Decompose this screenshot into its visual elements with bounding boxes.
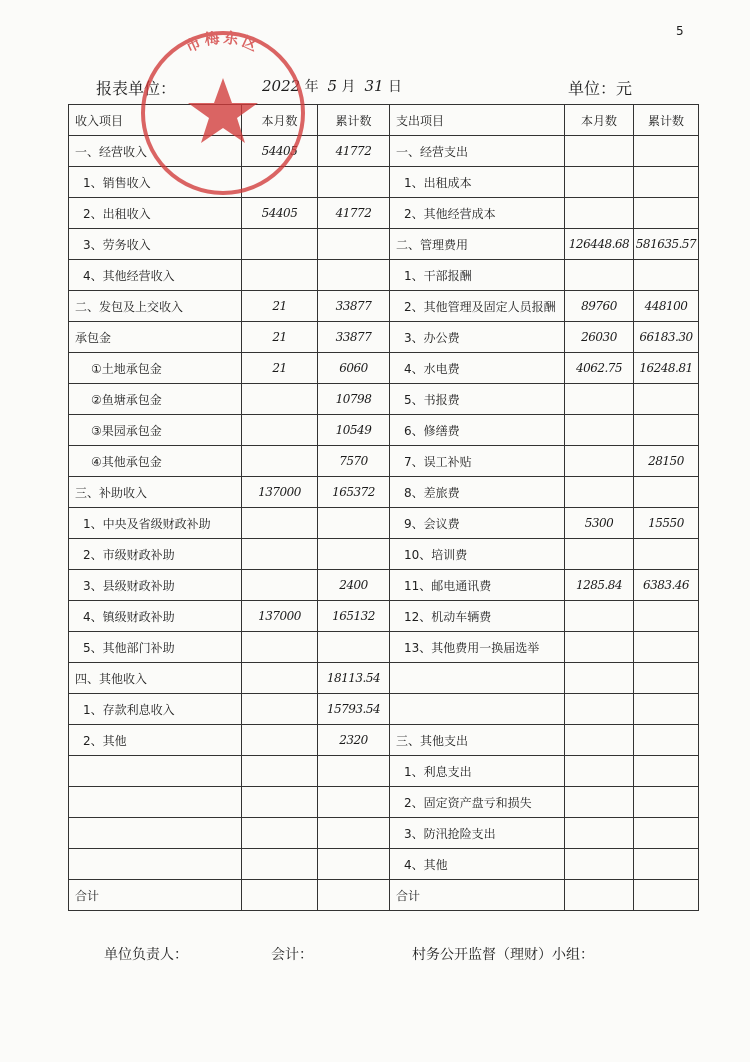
- expense-total-cell: 66183.30: [634, 322, 699, 353]
- expense-total-cell: [634, 725, 699, 756]
- responsible-person-label: 单位负责人：: [104, 947, 188, 963]
- income-month-cell: 21: [242, 353, 318, 384]
- expense-month-cell: 4062.75: [565, 353, 634, 384]
- income-total-cell: [318, 167, 390, 198]
- income-total-cell: [318, 849, 390, 880]
- table-row: [69, 601, 699, 632]
- income-item-cell: 2、其他: [69, 725, 242, 756]
- table-row: [69, 663, 699, 694]
- date-day: 31: [364, 77, 384, 95]
- expense-item-cell: 6、修缮费: [390, 415, 565, 446]
- expense-month-cell: [565, 818, 634, 849]
- income-item-cell: 3、县级财政补助: [69, 570, 242, 601]
- income-month-cell: 21: [242, 291, 318, 322]
- income-item-cell: 1、销售收入: [69, 167, 242, 198]
- expense-item-cell: 8、差旅费: [390, 477, 565, 508]
- expense-item-cell: 二、管理费用: [390, 229, 565, 260]
- table-row: [69, 508, 699, 539]
- table-row: [69, 229, 699, 260]
- expense-total-cell: 15550: [634, 508, 699, 539]
- date-year-suffix: 年: [304, 79, 319, 95]
- expense-total-cell: [634, 787, 699, 818]
- expense-month-cell: [565, 787, 634, 818]
- expense-item-cell: 2、其他管理及固定人员报酬: [390, 291, 565, 322]
- table-row: [69, 167, 699, 198]
- table-row: [69, 415, 699, 446]
- expense-total-cell: [634, 880, 699, 911]
- expense-month-cell: [565, 880, 634, 911]
- income-item-cell: 4、镇级财政补助: [69, 601, 242, 632]
- income-item-cell: ③果园承包金: [69, 415, 242, 446]
- income-month-cell: 54405: [242, 198, 318, 229]
- expense-item-cell: 11、邮电通讯费: [390, 570, 565, 601]
- report-date: [262, 76, 402, 96]
- expense-total-cell: 28150: [634, 446, 699, 477]
- income-month-cell: [242, 880, 318, 911]
- expense-item-cell: 12、机动车辆费: [390, 601, 565, 632]
- income-total-cell: 2400: [318, 570, 390, 601]
- expense-month-cell: [565, 849, 634, 880]
- expense-item-cell: 3、防汛抢险支出: [390, 818, 565, 849]
- table-row: [69, 322, 699, 353]
- expense-total-cell: [634, 818, 699, 849]
- income-total-cell: 41772: [318, 136, 390, 167]
- expense-month-cell: 26030: [565, 322, 634, 353]
- table-row: [69, 446, 699, 477]
- table-row: [69, 353, 699, 384]
- income-item-cell: [69, 756, 242, 787]
- expense-month-cell: [565, 477, 634, 508]
- income-item-cell: 承包金: [69, 322, 242, 353]
- income-month-cell: [242, 415, 318, 446]
- table-row: [69, 570, 699, 601]
- income-total-cell: 165132: [318, 601, 390, 632]
- income-total-cell: 7570: [318, 446, 390, 477]
- expense-total-cell: [634, 167, 699, 198]
- income-month-cell: 137000: [242, 601, 318, 632]
- income-item-cell: 1、中央及省级财政补助: [69, 508, 242, 539]
- income-item-cell: [69, 818, 242, 849]
- expense-total-cell: [634, 539, 699, 570]
- expense-total-cell: [634, 601, 699, 632]
- expense-month-cell: 5300: [565, 508, 634, 539]
- income-month-cell: [242, 229, 318, 260]
- income-month-cell: [242, 818, 318, 849]
- expense-total-cell: [634, 260, 699, 291]
- income-month-cell: [242, 787, 318, 818]
- table-row: [69, 787, 699, 818]
- income-month-cell: [242, 508, 318, 539]
- svg-text:市梅东区: [183, 28, 264, 56]
- income-month-cell: [242, 849, 318, 880]
- expense-total-cell: 6383.46: [634, 570, 699, 601]
- income-item-cell: 2、出租收入: [69, 198, 242, 229]
- income-total-cell: [318, 756, 390, 787]
- expense-month-cell: [565, 446, 634, 477]
- income-month-cell: [242, 260, 318, 291]
- table-row: [69, 632, 699, 663]
- income-item-cell: 二、发包及上交收入: [69, 291, 242, 322]
- report-header: [0, 76, 750, 100]
- income-month-cell: [242, 756, 318, 787]
- table-row: [69, 198, 699, 229]
- income-item-cell: 2、市级财政补助: [69, 539, 242, 570]
- expense-item-cell: 4、水电费: [390, 353, 565, 384]
- expense-item-cell: 2、其他经营成本: [390, 198, 565, 229]
- header-expense-month: 本月数: [565, 105, 634, 136]
- table-header-row: [69, 105, 699, 136]
- income-total-cell: 10549: [318, 415, 390, 446]
- report-unit-label: 报表单位：: [96, 79, 177, 98]
- table-row: [69, 725, 699, 756]
- income-item-cell: 四、其他收入: [69, 663, 242, 694]
- income-month-cell: 54405: [242, 136, 318, 167]
- income-month-cell: [242, 539, 318, 570]
- income-total-cell: 2320: [318, 725, 390, 756]
- expense-total-cell: [634, 663, 699, 694]
- expense-month-cell: 1285.84: [565, 570, 634, 601]
- table-row: [69, 260, 699, 291]
- expense-month-cell: 126448.68: [565, 229, 634, 260]
- income-item-cell: 一、经营收入: [69, 136, 242, 167]
- header-income-total: 累计数: [318, 105, 390, 136]
- income-total-cell: 33877: [318, 291, 390, 322]
- income-total-cell: [318, 787, 390, 818]
- income-total-cell: [318, 229, 390, 260]
- expense-total-cell: [634, 756, 699, 787]
- currency-unit: 单位：元: [568, 79, 633, 98]
- income-month-cell: [242, 384, 318, 415]
- table-row: [69, 136, 699, 167]
- expense-total-cell: [634, 632, 699, 663]
- income-item-cell: 三、补助收入: [69, 477, 242, 508]
- expense-total-cell: [634, 477, 699, 508]
- income-item-cell: ①土地承包金: [69, 353, 242, 384]
- expense-item-cell: 4、其他: [390, 849, 565, 880]
- income-total-cell: 165372: [318, 477, 390, 508]
- income-total-cell: 41772: [318, 198, 390, 229]
- expense-month-cell: [565, 663, 634, 694]
- date-month-suffix: 月: [341, 79, 356, 95]
- table-row: [69, 384, 699, 415]
- expense-month-cell: [565, 539, 634, 570]
- expense-total-cell: [634, 694, 699, 725]
- income-month-cell: [242, 570, 318, 601]
- expense-month-cell: [565, 694, 634, 725]
- income-total-cell: 18113.54: [318, 663, 390, 694]
- table-row: [69, 880, 699, 911]
- income-item-cell: [69, 787, 242, 818]
- income-total-cell: [318, 539, 390, 570]
- table-row: [69, 849, 699, 880]
- table-row: [69, 756, 699, 787]
- accountant-label: 会计：: [271, 947, 313, 963]
- income-month-cell: [242, 663, 318, 694]
- table-row: [69, 694, 699, 725]
- seal-text: 市梅东区: [182, 28, 264, 57]
- income-total-cell: [318, 508, 390, 539]
- expense-month-cell: [565, 756, 634, 787]
- table-row: [69, 477, 699, 508]
- income-total-cell: [318, 260, 390, 291]
- expense-total-cell: 16248.81: [634, 353, 699, 384]
- expense-month-cell: [565, 415, 634, 446]
- expense-item-cell: 13、其他费用一换届选举: [390, 632, 565, 663]
- table-row: [69, 539, 699, 570]
- income-item-cell: [69, 849, 242, 880]
- page-number: 5: [676, 24, 684, 38]
- date-day-suffix: 日: [388, 79, 402, 95]
- expense-item-cell: [390, 694, 565, 725]
- header-income-item: 收入项目: [69, 105, 242, 136]
- expense-total-cell: 448100: [634, 291, 699, 322]
- expense-item-cell: [390, 663, 565, 694]
- date-month: 5: [327, 77, 338, 95]
- header-expense-item: 支出项目: [390, 105, 565, 136]
- income-total-cell: [318, 880, 390, 911]
- expense-month-cell: [565, 167, 634, 198]
- income-month-cell: [242, 167, 318, 198]
- expense-month-cell: [565, 725, 634, 756]
- expense-item-cell: 10、培训费: [390, 539, 565, 570]
- expense-item-cell: 9、会议费: [390, 508, 565, 539]
- table-row: [69, 818, 699, 849]
- expense-total-cell: [634, 198, 699, 229]
- income-item-cell: 3、劳务收入: [69, 229, 242, 260]
- income-expense-table: [68, 104, 699, 911]
- expense-item-cell: 一、经营支出: [390, 136, 565, 167]
- income-total-cell: [318, 818, 390, 849]
- income-total-cell: [318, 632, 390, 663]
- expense-total-cell: 581635.57: [634, 229, 699, 260]
- header-income-month: 本月数: [242, 105, 318, 136]
- expense-month-cell: [565, 198, 634, 229]
- expense-item-cell: 1、利息支出: [390, 756, 565, 787]
- expense-item-cell: 三、其他支出: [390, 725, 565, 756]
- expense-item-cell: 2、固定资产盘亏和损失: [390, 787, 565, 818]
- income-month-cell: [242, 725, 318, 756]
- expense-item-cell: 1、出租成本: [390, 167, 565, 198]
- signature-footer: [0, 944, 750, 964]
- income-total-cell: 10798: [318, 384, 390, 415]
- income-item-cell: 1、存款利息收入: [69, 694, 242, 725]
- expense-total-cell: [634, 384, 699, 415]
- income-month-cell: [242, 632, 318, 663]
- income-month-cell: 21: [242, 322, 318, 353]
- income-item-cell: ②鱼塘承包金: [69, 384, 242, 415]
- income-item-cell: 合计: [69, 880, 242, 911]
- income-total-cell: 33877: [318, 322, 390, 353]
- expense-month-cell: [565, 601, 634, 632]
- table-row: [69, 291, 699, 322]
- income-month-cell: [242, 446, 318, 477]
- expense-item-cell: 7、误工补贴: [390, 446, 565, 477]
- expense-total-cell: [634, 415, 699, 446]
- income-total-cell: 6060: [318, 353, 390, 384]
- income-item-cell: ④其他承包金: [69, 446, 242, 477]
- date-year: 2022: [262, 77, 301, 95]
- income-item-cell: 5、其他部门补助: [69, 632, 242, 663]
- expense-total-cell: [634, 849, 699, 880]
- expense-month-cell: [565, 136, 634, 167]
- expense-month-cell: [565, 384, 634, 415]
- income-month-cell: [242, 694, 318, 725]
- supervision-group-label: 村务公开监督（理财）小组：: [412, 947, 594, 963]
- expense-total-cell: [634, 136, 699, 167]
- expense-month-cell: [565, 260, 634, 291]
- expense-item-cell: 3、办公费: [390, 322, 565, 353]
- header-expense-total: 累计数: [634, 105, 699, 136]
- income-item-cell: 4、其他经营收入: [69, 260, 242, 291]
- expense-item-cell: 1、干部报酬: [390, 260, 565, 291]
- income-total-cell: 15793.54: [318, 694, 390, 725]
- expense-month-cell: 89760: [565, 291, 634, 322]
- income-month-cell: 137000: [242, 477, 318, 508]
- expense-item-cell: 5、书报费: [390, 384, 565, 415]
- expense-item-cell: 合计: [390, 880, 565, 911]
- expense-month-cell: [565, 632, 634, 663]
